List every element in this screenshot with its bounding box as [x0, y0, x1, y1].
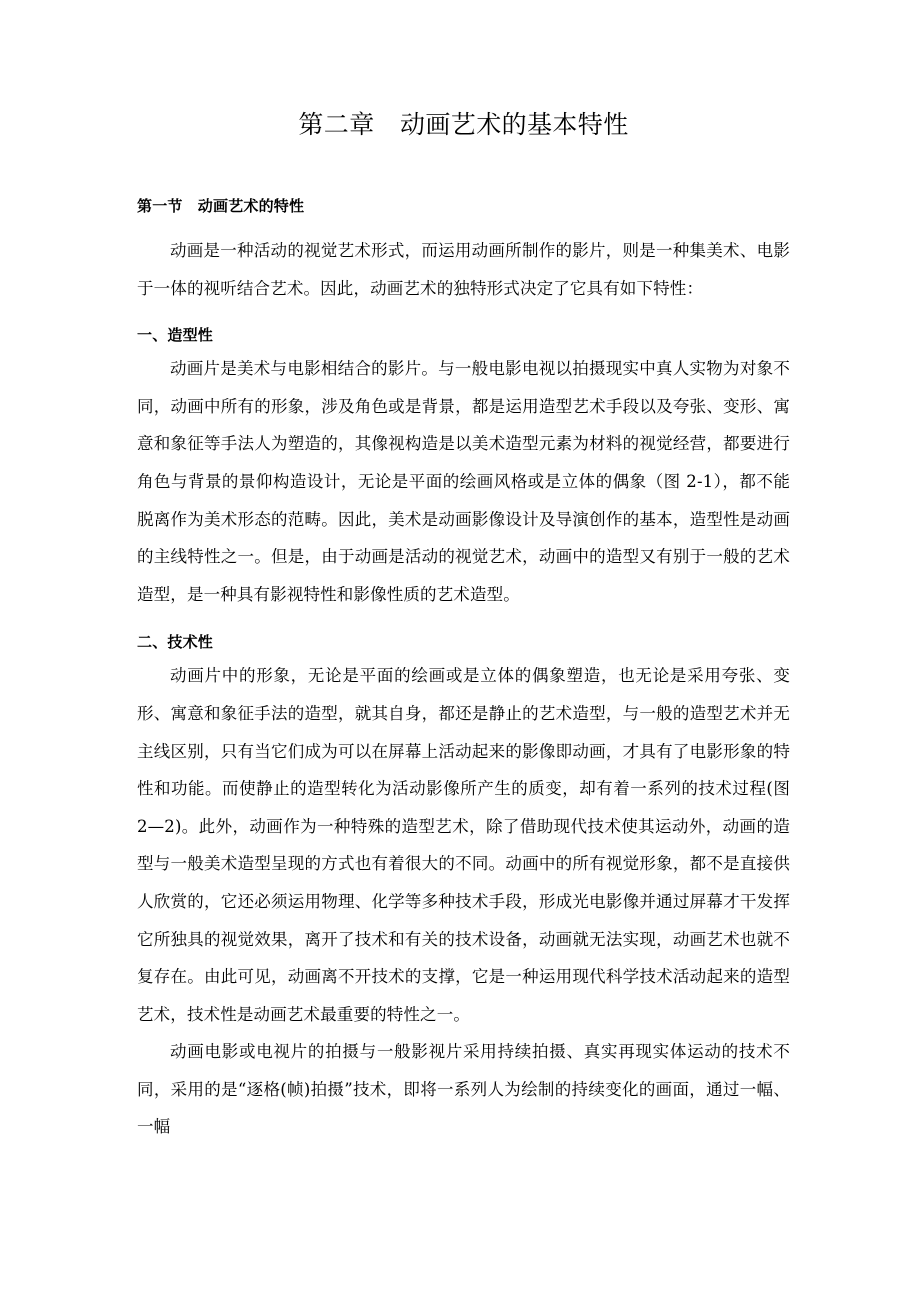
subsection-heading-1: 一、造型性: [137, 326, 214, 345]
spacer: [137, 307, 790, 324]
spacer: [137, 217, 790, 232]
subsection-2-paragraph-2: 动画电影或电视片的拍摄与一般影视片采用持续拍摄、真实再现实体运动的技术不同，采用的是“逐格(帧)拍摄”技术，即将一系列人为绘制的持续变化的画面，通过一幅、一幅: [137, 1042, 790, 1137]
subsection-1-paragraph-1: 动画片是美术与电影相结合的影片。与一般电影电视以拍摄现实中真人实物为对象不同，动画中所有的形象，涉及角色或是背景，都是运用造型艺术手段以及夸张、变形、寓意和象征等手法人为塑造的，其像视构造是以美术造型元素为材料的视觉经营，都要进行角色与背景的景仰构造设计，无论是平面的绘画风格或是立体的偶象（图 2-1），都不能脱离作为美术形态的范畴。因此，美术是动画影像设计及导演创作的基本，造型性是动画的主线特性之一。但是，由于动画是活动的视觉艺术，动画中的造型又有别于一般的艺术造型，是一种具有影视特性和影像性质的艺术造型。: [137, 359, 790, 604]
subsection-2-paragraph-1: 动画片中的形象，无论是平面的绘画或是立体的偶象塑造，也无论是采用夸张、变形、寓意和象征手法的造型，就其自身，都还是静止的艺术造型，与一般的造型艺术并无主线区别，只有当它们成为可以在屏幕上活动起来的影像即动画，才具有了电影形象的特性和功能。而使静止的造型转化为活动影像所产生的质变，却有着一系列的技术过程(图 2—2)。此外，动画作为一种特殊的造型艺术，除了借助现代技术使其运动外，动画的造型与一般美术造型呈现的方式也有着很大的不同。动画中的所有视觉形象，都不是直接供人欣赏的，它还必须运用物理、化学等多种技术手段，形成光电影像并通过屏幕才干发挥它所独具的视觉效果，离开了技术和有关的技术设备，动画就无法实现，动画艺术也就不复存在。由此可见，动画离不开技术的支撑，它是一种运用现代科学技术活动起来的造型艺术，技术性是动画艺术最重要的特性之一。: [137, 666, 790, 1024]
document-content: [137, 0, 790, 1146]
section-heading: 第一节 动画艺术的特性: [137, 197, 305, 215]
intro-paragraph: 动画是一种活动的视觉艺术形式，而运用动画所制作的影片，则是一种集美术、电影于一体的视听结合艺术。因此，动画艺术的独特形式决定了它具有如下特性：: [137, 241, 790, 298]
subsection-heading-2: 二、技术性: [137, 633, 214, 652]
spacer: [137, 613, 790, 631]
chapter-title: 第二章 动画艺术的基本特性: [298, 110, 629, 139]
